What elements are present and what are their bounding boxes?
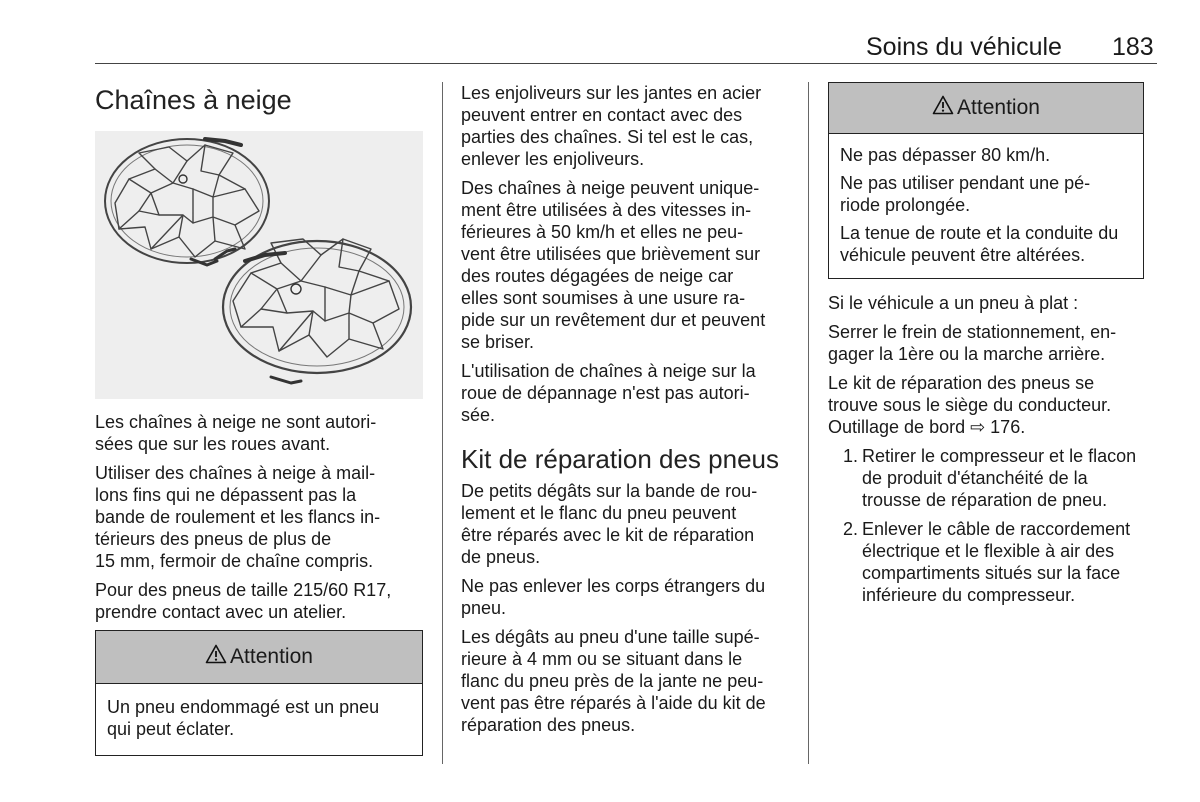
section-title: Soins du véhicule bbox=[866, 33, 1062, 61]
warning-body bbox=[829, 134, 1143, 278]
text-block bbox=[828, 292, 1158, 438]
warning-line: Ne pas utiliser pendant une pé- riode prolongée. bbox=[840, 173, 1091, 215]
list-item bbox=[828, 518, 1158, 606]
warning-title: Attention bbox=[230, 645, 313, 668]
paragraph: Les enjoliveurs sur les jantes en acier peuvent entrer en contact avec des parties des chaînes. Si tel est le cas, enlever les enjoliveurs. bbox=[461, 83, 762, 169]
list-item bbox=[828, 445, 1158, 511]
column-3 bbox=[828, 82, 1158, 613]
paragraph: Si le véhicule a un pneu à plat : bbox=[828, 293, 1079, 313]
paragraph: Pour des pneus de taille 215/60 R17, prendre contact avec un atelier. bbox=[95, 580, 392, 622]
paragraph: Ne pas enlever les corps étrangers du pneu. bbox=[461, 576, 766, 618]
paragraph: Le kit de réparation des pneus se trouve sous le siège du conducteur. Outillage de bord ⇨ 176. bbox=[828, 373, 1112, 437]
paragraph: Serrer le frein de stationnement, en- gager la 1ère ou la marche arrière. bbox=[828, 322, 1117, 364]
column-2 bbox=[461, 82, 793, 743]
step-number: 1. bbox=[842, 446, 858, 466]
warning-header bbox=[96, 631, 422, 684]
paragraph: Les chaînes à neige ne sont autori- sées que sur les roues avant. bbox=[95, 412, 377, 454]
warning-line: La tenue de route et la conduite du véhicule peuvent être altérées. bbox=[840, 223, 1119, 265]
paragraph: Utiliser des chaînes à neige à mail- lons fins qui ne dépassent pas la bande de roulement et les flancs in- térieurs des pneus de plus de 15 mm, fermoir de chaîne compris. bbox=[95, 463, 381, 571]
warning-body bbox=[96, 684, 422, 755]
warning-triangle-icon bbox=[205, 644, 227, 670]
paragraph: Les dégâts au pneu d'une taille supé- rieure à 4 mm ou se situant dans le flanc du pneu près de la jante ne peu- vent pas être réparés à l'aide du kit de réparation des pneus. bbox=[461, 627, 766, 735]
column-divider-2 bbox=[808, 82, 809, 764]
warning-box bbox=[95, 630, 423, 756]
column-1 bbox=[95, 82, 425, 756]
paragraph: Des chaînes à neige peuvent unique- ment être utilisées à des vitesses in- férieures à 50 km/h et elles ne peu- vent être utilisées que brièvement sur des routes dégagées de neige car elles sont soumises à une usure ra- pide sur un revêtement dur et peuvent se briser. bbox=[461, 178, 766, 352]
column-divider-1 bbox=[442, 82, 443, 764]
warning-triangle-icon bbox=[932, 95, 954, 121]
paragraph: L'utilisation de chaînes à neige sur la roue de dépannage n'est pas autori- sée. bbox=[461, 361, 756, 425]
warning-title: Attention bbox=[957, 96, 1040, 119]
heading-tire-repair-kit: Kit de réparation des pneus bbox=[461, 444, 779, 474]
header-rule bbox=[95, 63, 1157, 64]
heading-snow-chains: Chaînes à neige bbox=[95, 85, 292, 115]
warning-box bbox=[828, 82, 1144, 279]
page-number: 183 bbox=[1112, 33, 1154, 61]
warning-line: Ne pas dépasser 80 km/h. bbox=[840, 145, 1051, 165]
warning-header bbox=[829, 83, 1143, 134]
steps-list bbox=[828, 445, 1158, 606]
step-text: Enlever le câble de raccordement électrique et le flexible à air des compartiments situés sur la face inférieure du compresseur. bbox=[862, 519, 1131, 605]
step-text: Retirer le compresseur et le flacon de produit d'étanchéité de la trousse de réparation de pneu. bbox=[862, 446, 1137, 510]
snow-chains-illustration bbox=[95, 131, 423, 399]
warning-text: Un pneu endommagé est un pneu qui peut éclater. bbox=[107, 697, 380, 739]
paragraph: De petits dégâts sur la bande de rou- lement et le flanc du pneu peuvent être réparés avec le kit de réparation de pneus. bbox=[461, 481, 758, 567]
step-number: 2. bbox=[842, 519, 858, 539]
